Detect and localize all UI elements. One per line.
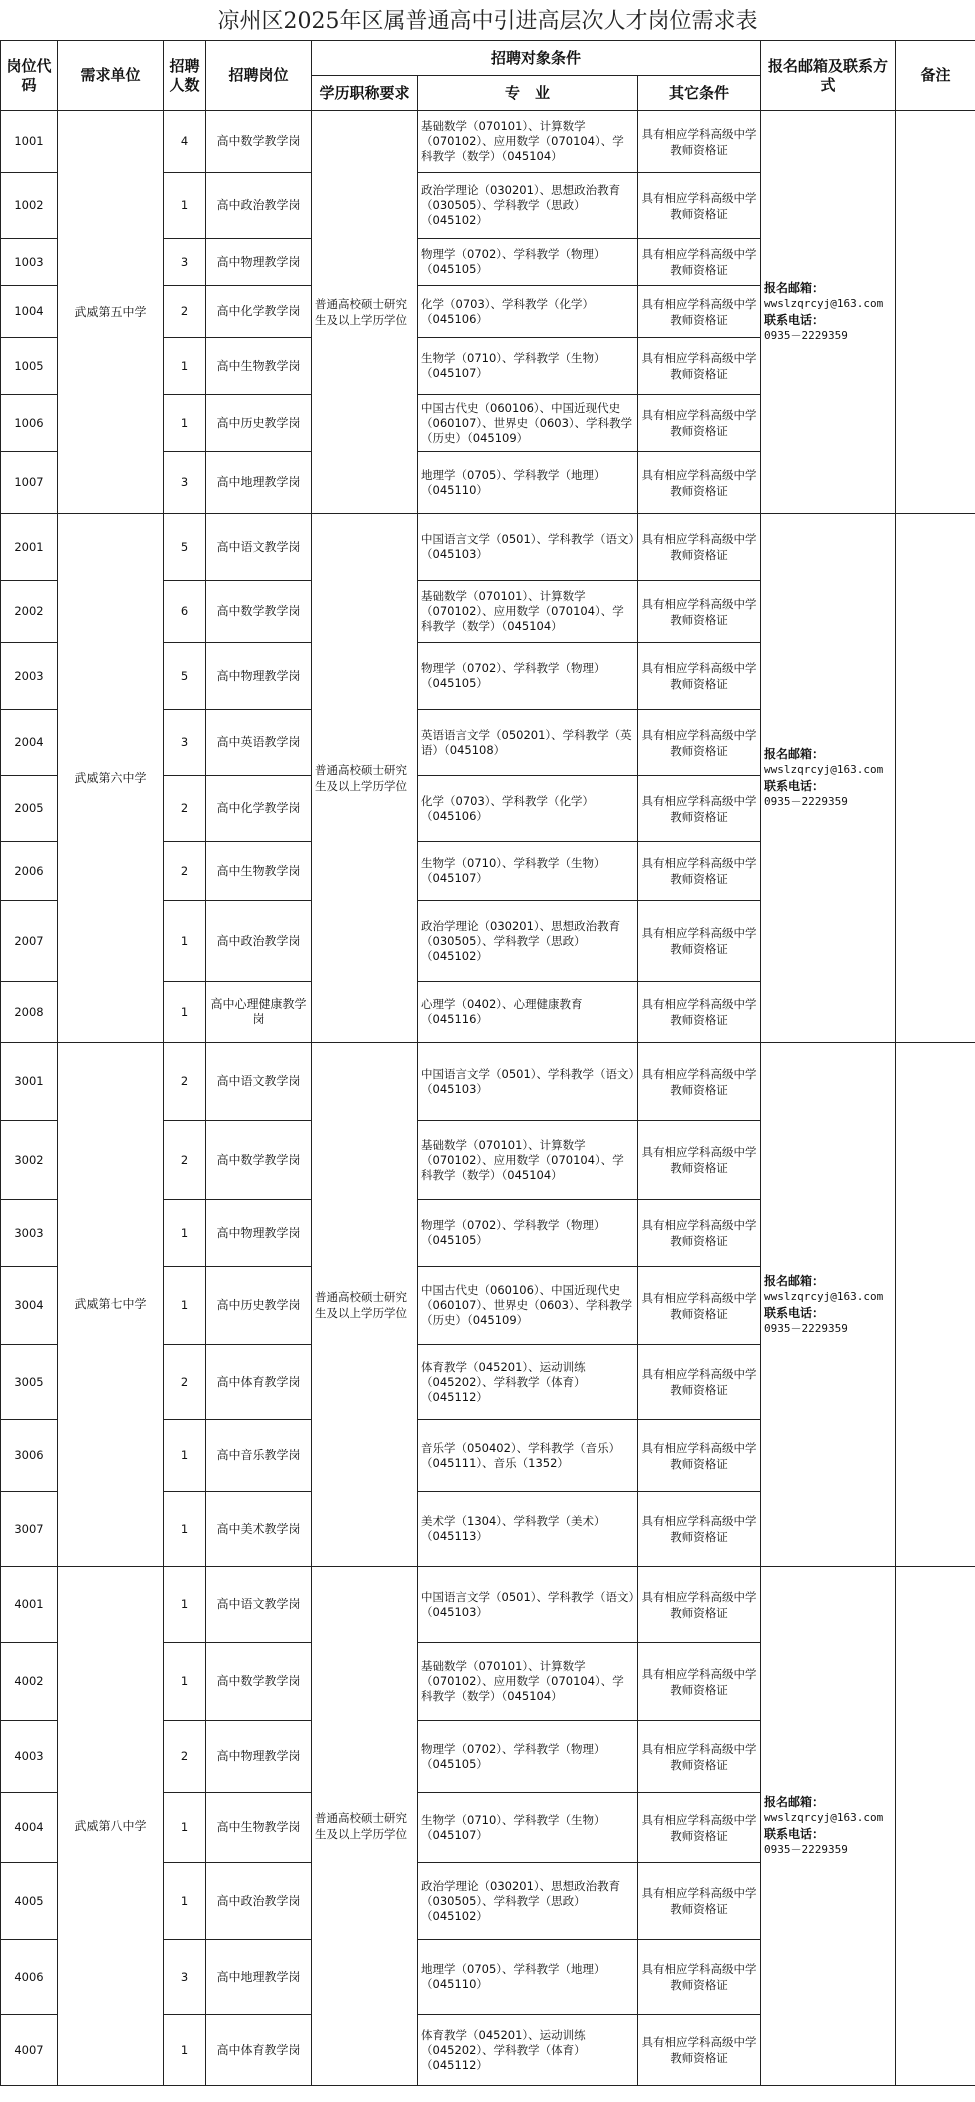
row-other-condition: 具有相应学科高级中学教师资格证 — [638, 842, 761, 901]
row-position: 高中数学教学岗 — [206, 111, 312, 173]
header-other: 其它条件 — [638, 76, 761, 111]
row-major: 中国语言文学（0501）、学科教学（语文）（045103） — [418, 514, 638, 581]
row-other-condition: 具有相应学科高级中学教师资格证 — [638, 1121, 761, 1200]
row-count: 1 — [164, 1267, 206, 1345]
row-major: 化学（0703）、学科教学（化学）（045106） — [418, 286, 638, 338]
row-major: 物理学（0702）、学科教学（物理）（045105） — [418, 239, 638, 286]
row-other-condition: 具有相应学科高级中学教师资格证 — [638, 1863, 761, 1940]
table-row — [1, 1043, 975, 1121]
header-unit: 需求单位 — [58, 41, 164, 111]
row-other-condition: 具有相应学科高级中学教师资格证 — [638, 581, 761, 643]
row-position: 高中历史教学岗 — [206, 1267, 312, 1345]
row-position: 高中数学教学岗 — [206, 1643, 312, 1721]
row-code: 4003 — [1, 1721, 58, 1793]
table-row — [1, 111, 975, 173]
header-position: 招聘岗位 — [206, 41, 312, 111]
row-code: 1004 — [1, 286, 58, 338]
row-major: 政治学理论（030201）、思想政治教育（030505）、学科教学（思政）（045102） — [418, 173, 638, 239]
education-requirement: 普通高校硕士研究生及以上学历学位 — [312, 1567, 418, 2086]
remark-cell — [896, 514, 975, 1043]
row-other-condition: 具有相应学科高级中学教师资格证 — [638, 1721, 761, 1793]
row-code: 4007 — [1, 2015, 58, 2086]
unit-name: 武威第七中学 — [58, 1043, 164, 1567]
row-position: 高中政治教学岗 — [206, 1863, 312, 1940]
contact-info — [761, 514, 896, 1043]
email-address[interactable]: wwslzqrcyj@163.com — [764, 297, 884, 310]
phone-label: 联系电话： — [764, 1827, 825, 1841]
row-code: 3003 — [1, 1200, 58, 1267]
row-code: 3001 — [1, 1043, 58, 1121]
row-position: 高中化学教学岗 — [206, 776, 312, 842]
row-count: 1 — [164, 982, 206, 1043]
row-other-condition: 具有相应学科高级中学教师资格证 — [638, 2015, 761, 2086]
row-position: 高中体育教学岗 — [206, 2015, 312, 2086]
row-count: 2 — [164, 776, 206, 842]
row-major: 体育教学（045201）、运动训练（045202）、学科教学（体育）（045112） — [418, 1345, 638, 1420]
row-major: 心理学（0402）、心理健康教育（045116） — [418, 982, 638, 1043]
row-other-condition: 具有相应学科高级中学教师资格证 — [638, 710, 761, 776]
row-count: 1 — [164, 901, 206, 982]
row-major: 基础数学（070101）、计算数学（070102）、应用数学（070104）、学科教学（数学）（045104） — [418, 1121, 638, 1200]
contact-info — [761, 1043, 896, 1567]
row-position: 高中语文教学岗 — [206, 1043, 312, 1121]
phone-label: 联系电话： — [764, 313, 825, 327]
row-position: 高中物理教学岗 — [206, 1200, 312, 1267]
row-code: 1001 — [1, 111, 58, 173]
row-code: 1006 — [1, 395, 58, 452]
row-count: 2 — [164, 1043, 206, 1121]
header-major: 专 业 — [418, 76, 638, 111]
row-position: 高中美术教学岗 — [206, 1492, 312, 1567]
row-code: 3006 — [1, 1420, 58, 1492]
row-major: 生物学（0710）、学科教学（生物）（045107） — [418, 338, 638, 395]
row-other-condition: 具有相应学科高级中学教师资格证 — [638, 286, 761, 338]
email-label: 报名邮箱： — [764, 747, 825, 761]
contact-info — [761, 111, 896, 514]
row-other-condition: 具有相应学科高级中学教师资格证 — [638, 1492, 761, 1567]
row-position: 高中政治教学岗 — [206, 901, 312, 982]
row-code: 1003 — [1, 239, 58, 286]
row-code: 2004 — [1, 710, 58, 776]
row-other-condition: 具有相应学科高级中学教师资格证 — [638, 982, 761, 1043]
row-other-condition: 具有相应学科高级中学教师资格证 — [638, 776, 761, 842]
row-count: 1 — [164, 1200, 206, 1267]
phone-number: 0935－2229359 — [764, 795, 848, 808]
remark-cell — [896, 1567, 975, 2086]
row-code: 3005 — [1, 1345, 58, 1420]
row-major: 中国古代史（060106）、中国近现代史（060107）、世界史（0603）、学科教学（历史）（045109） — [418, 395, 638, 452]
header-remark: 备注 — [896, 41, 975, 111]
row-count: 2 — [164, 1721, 206, 1793]
row-other-condition: 具有相应学科高级中学教师资格证 — [638, 514, 761, 581]
phone-number: 0935－2229359 — [764, 329, 848, 342]
page-title: 凉州区2025年区属普通高中引进高层次人才岗位需求表 — [217, 9, 758, 34]
row-count: 1 — [164, 1643, 206, 1721]
row-major: 物理学（0702）、学科教学（物理）（045105） — [418, 1721, 638, 1793]
row-code: 3007 — [1, 1492, 58, 1567]
row-position: 高中数学教学岗 — [206, 581, 312, 643]
row-other-condition: 具有相应学科高级中学教师资格证 — [638, 452, 761, 514]
row-major: 地理学（0705）、学科教学（地理）（045110） — [418, 452, 638, 514]
row-position: 高中语文教学岗 — [206, 1567, 312, 1643]
row-count: 1 — [164, 1420, 206, 1492]
row-other-condition: 具有相应学科高级中学教师资格证 — [638, 901, 761, 982]
row-count: 2 — [164, 842, 206, 901]
row-position: 高中心理健康教学岗 — [206, 982, 312, 1043]
row-major: 中国语言文学（0501）、学科教学（语文）（045103） — [418, 1043, 638, 1121]
row-code: 3004 — [1, 1267, 58, 1345]
row-code: 2008 — [1, 982, 58, 1043]
row-count: 2 — [164, 1121, 206, 1200]
row-major: 音乐学（050402）、学科教学（音乐）（045111）、音乐（1352） — [418, 1420, 638, 1492]
education-requirement: 普通高校硕士研究生及以上学历学位 — [312, 1043, 418, 1567]
row-major: 生物学（0710）、学科教学（生物）（045107） — [418, 842, 638, 901]
row-other-condition: 具有相应学科高级中学教师资格证 — [638, 1643, 761, 1721]
row-major: 英语语言文学（050201）、学科教学（英语）（045108） — [418, 710, 638, 776]
row-major: 物理学（0702）、学科教学（物理）（045105） — [418, 643, 638, 710]
row-other-condition: 具有相应学科高级中学教师资格证 — [638, 1420, 761, 1492]
row-position: 高中地理教学岗 — [206, 452, 312, 514]
row-position: 高中生物教学岗 — [206, 338, 312, 395]
row-code: 4005 — [1, 1863, 58, 1940]
row-code: 2002 — [1, 581, 58, 643]
row-major: 政治学理论（030201）、思想政治教育（030505）、学科教学（思政）（045102） — [418, 1863, 638, 1940]
education-requirement: 普通高校硕士研究生及以上学历学位 — [312, 111, 418, 514]
row-major: 中国语言文学（0501）、学科教学（语文）（045103） — [418, 1567, 638, 1643]
unit-name: 武威第六中学 — [58, 514, 164, 1043]
remark-cell — [896, 1043, 975, 1567]
row-count: 1 — [164, 173, 206, 239]
row-major: 基础数学（070101）、计算数学（070102）、应用数学（070104）、学科教学（数学）（045104） — [418, 581, 638, 643]
row-code: 2005 — [1, 776, 58, 842]
row-position: 高中生物教学岗 — [206, 1793, 312, 1863]
row-position: 高中语文教学岗 — [206, 514, 312, 581]
row-major: 生物学（0710）、学科教学（生物）（045107） — [418, 1793, 638, 1863]
email-label: 报名邮箱： — [764, 1273, 825, 1288]
row-other-condition: 具有相应学科高级中学教师资格证 — [638, 395, 761, 452]
table-body — [1, 111, 975, 2086]
email-address[interactable]: wwslzqrcyj@163.com — [764, 763, 884, 776]
row-count: 4 — [164, 111, 206, 173]
row-other-condition: 具有相应学科高级中学教师资格证 — [638, 1200, 761, 1267]
row-code: 1002 — [1, 173, 58, 239]
row-count: 2 — [164, 286, 206, 338]
row-position: 高中化学教学岗 — [206, 286, 312, 338]
row-code: 2007 — [1, 901, 58, 982]
row-position: 高中生物教学岗 — [206, 842, 312, 901]
header-conditions: 招聘对象条件 — [312, 41, 761, 76]
row-other-condition: 具有相应学科高级中学教师资格证 — [638, 1043, 761, 1121]
row-other-condition: 具有相应学科高级中学教师资格证 — [638, 173, 761, 239]
row-code: 1005 — [1, 338, 58, 395]
row-code: 4006 — [1, 1940, 58, 2015]
row-major: 政治学理论（030201）、思想政治教育（030505）、学科教学（思政）（045102） — [418, 901, 638, 982]
recruitment-table — [0, 40, 975, 2086]
row-count: 3 — [164, 1940, 206, 2015]
row-count: 1 — [164, 1863, 206, 1940]
row-position: 高中体育教学岗 — [206, 1345, 312, 1420]
email-label: 报名邮箱： — [764, 281, 825, 295]
row-code: 2001 — [1, 514, 58, 581]
row-count: 3 — [164, 452, 206, 514]
row-position: 高中音乐教学岗 — [206, 1420, 312, 1492]
row-major: 基础数学（070101）、计算数学（070102）、应用数学（070104）、学科教学（数学）（045104） — [418, 111, 638, 173]
row-other-condition: 具有相应学科高级中学教师资格证 — [638, 1567, 761, 1643]
email-address[interactable]: wwslzqrcyj@163.com — [764, 1289, 884, 1303]
header-education: 学历职称要求 — [312, 76, 418, 111]
row-count: 1 — [164, 1793, 206, 1863]
remark-cell — [896, 111, 975, 514]
row-code: 4002 — [1, 1643, 58, 1721]
row-count: 1 — [164, 338, 206, 395]
row-other-condition: 具有相应学科高级中学教师资格证 — [638, 1267, 761, 1345]
row-other-condition: 具有相应学科高级中学教师资格证 — [638, 1345, 761, 1420]
row-major: 化学（0703）、学科教学（化学）（045106） — [418, 776, 638, 842]
header-count: 招聘人数 — [164, 41, 206, 111]
row-code: 4004 — [1, 1793, 58, 1863]
row-position: 高中地理教学岗 — [206, 1940, 312, 2015]
row-count: 1 — [164, 395, 206, 452]
row-other-condition: 具有相应学科高级中学教师资格证 — [638, 643, 761, 710]
table-row — [1, 514, 975, 581]
row-major: 基础数学（070101）、计算数学（070102）、应用数学（070104）、学科教学（数学）（045104） — [418, 1643, 638, 1721]
row-code: 2003 — [1, 643, 58, 710]
row-count: 5 — [164, 514, 206, 581]
row-other-condition: 具有相应学科高级中学教师资格证 — [638, 1793, 761, 1863]
row-major: 美术学（1304）、学科教学（美术）（045113） — [418, 1492, 638, 1567]
row-other-condition: 具有相应学科高级中学教师资格证 — [638, 1940, 761, 2015]
row-code: 3002 — [1, 1121, 58, 1200]
header-code: 岗位代码 — [1, 41, 58, 111]
row-position: 高中物理教学岗 — [206, 1721, 312, 1793]
email-label: 报名邮箱： — [764, 1795, 825, 1809]
row-position: 高中英语教学岗 — [206, 710, 312, 776]
row-code: 2006 — [1, 842, 58, 901]
unit-name: 武威第八中学 — [58, 1567, 164, 2086]
row-other-condition: 具有相应学科高级中学教师资格证 — [638, 111, 761, 173]
row-position: 高中物理教学岗 — [206, 239, 312, 286]
header-row-1 — [1, 41, 975, 76]
row-count: 3 — [164, 239, 206, 286]
row-count: 2 — [164, 1345, 206, 1420]
contact-info — [761, 1567, 896, 2086]
row-major: 体育教学（045201）、运动训练（045202）、学科教学（体育）（045112） — [418, 2015, 638, 2086]
row-position: 高中历史教学岗 — [206, 395, 312, 452]
phone-number: 0935－2229359 — [764, 1843, 848, 1856]
unit-name: 武威第五中学 — [58, 111, 164, 514]
email-address[interactable]: wwslzqrcyj@163.com — [764, 1811, 884, 1824]
phone-label: 联系电话： — [764, 779, 825, 793]
row-position: 高中政治教学岗 — [206, 173, 312, 239]
row-count: 3 — [164, 710, 206, 776]
row-count: 6 — [164, 581, 206, 643]
row-count: 1 — [164, 2015, 206, 2086]
row-code: 4001 — [1, 1567, 58, 1643]
row-count: 1 — [164, 1567, 206, 1643]
phone-number: 0935－2229359 — [764, 1321, 848, 1335]
row-code: 1007 — [1, 452, 58, 514]
row-position: 高中数学教学岗 — [206, 1121, 312, 1200]
row-other-condition: 具有相应学科高级中学教师资格证 — [638, 239, 761, 286]
header-contact: 报名邮箱及联系方式 — [761, 41, 896, 111]
row-count: 1 — [164, 1492, 206, 1567]
row-major: 地理学（0705）、学科教学（地理）（045110） — [418, 1940, 638, 2015]
row-count: 5 — [164, 643, 206, 710]
row-major: 物理学（0702）、学科教学（物理）（045105） — [418, 1200, 638, 1267]
row-other-condition: 具有相应学科高级中学教师资格证 — [638, 338, 761, 395]
row-position: 高中物理教学岗 — [206, 643, 312, 710]
phone-label: 联系电话： — [764, 1305, 825, 1320]
table-row — [1, 1567, 975, 1643]
row-major: 中国古代史（060106）、中国近现代史（060107）、世界史（0603）、学科教学（历史）（045109） — [418, 1267, 638, 1345]
education-requirement: 普通高校硕士研究生及以上学历学位 — [312, 514, 418, 1043]
